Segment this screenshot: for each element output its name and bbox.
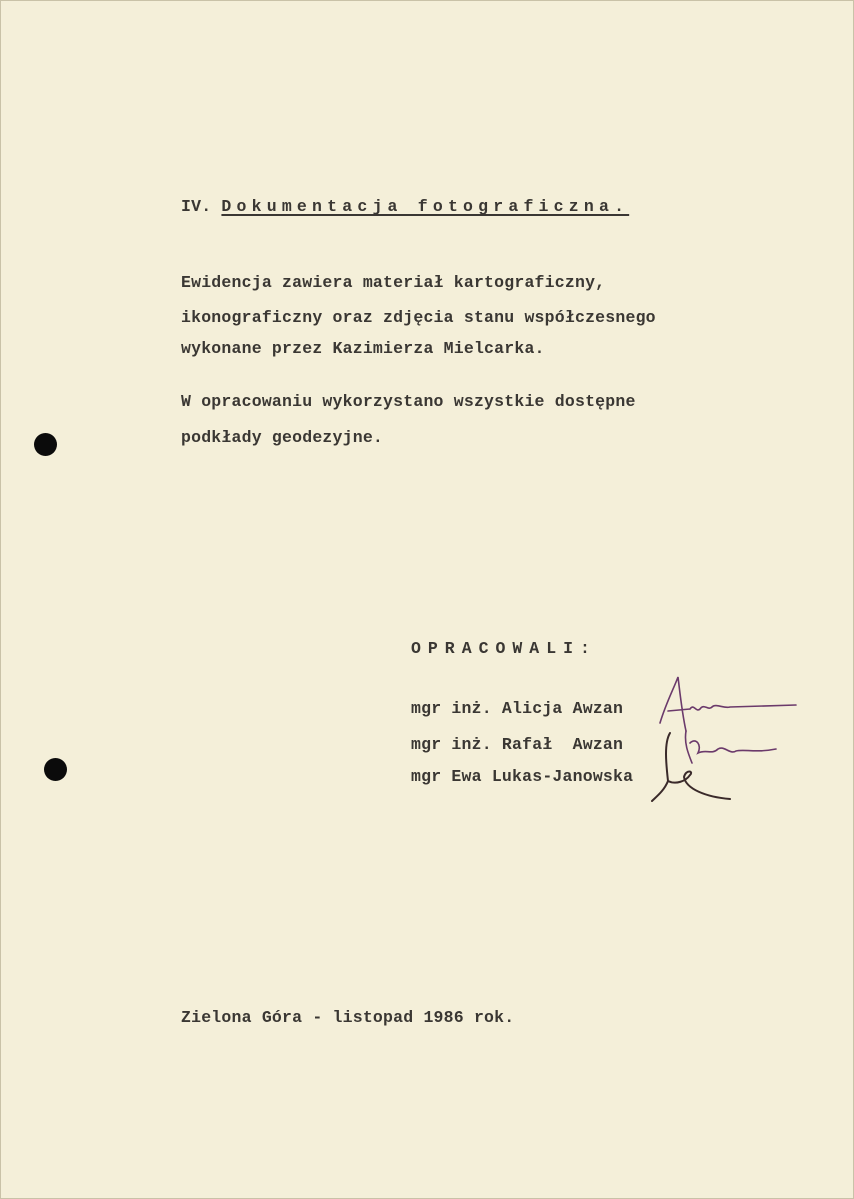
author-name: mgr inż. Rafał Awzan bbox=[411, 735, 624, 754]
punch-hole bbox=[44, 758, 67, 781]
paragraph-line: ikonograficzny oraz zdjęcia stanu współczesnego bbox=[181, 308, 656, 327]
paragraph-line: wykonane przez Kazimierza Mielcarka. bbox=[181, 339, 545, 358]
section-title: Dokumentacja fotograficzna. bbox=[221, 197, 630, 216]
authors-label: OPRACOWALI: bbox=[411, 639, 597, 658]
signatures bbox=[646, 673, 806, 805]
paragraph-line: Ewidencja zawiera materiał kartograficzny, bbox=[181, 273, 606, 292]
author-name: mgr inż. Alicja Awzan bbox=[411, 699, 624, 718]
place-date: Zielona Góra - listopad 1986 rok. bbox=[181, 1008, 515, 1027]
author-name: mgr Ewa Lukas-Janowska bbox=[411, 767, 634, 786]
section-heading bbox=[181, 197, 629, 216]
paragraph-line: W opracowaniu wykorzystano wszystkie dostępne bbox=[181, 392, 636, 411]
paragraph-line: podkłady geodezyjne. bbox=[181, 428, 384, 447]
section-number: IV. bbox=[181, 197, 212, 216]
punch-hole bbox=[34, 433, 57, 456]
